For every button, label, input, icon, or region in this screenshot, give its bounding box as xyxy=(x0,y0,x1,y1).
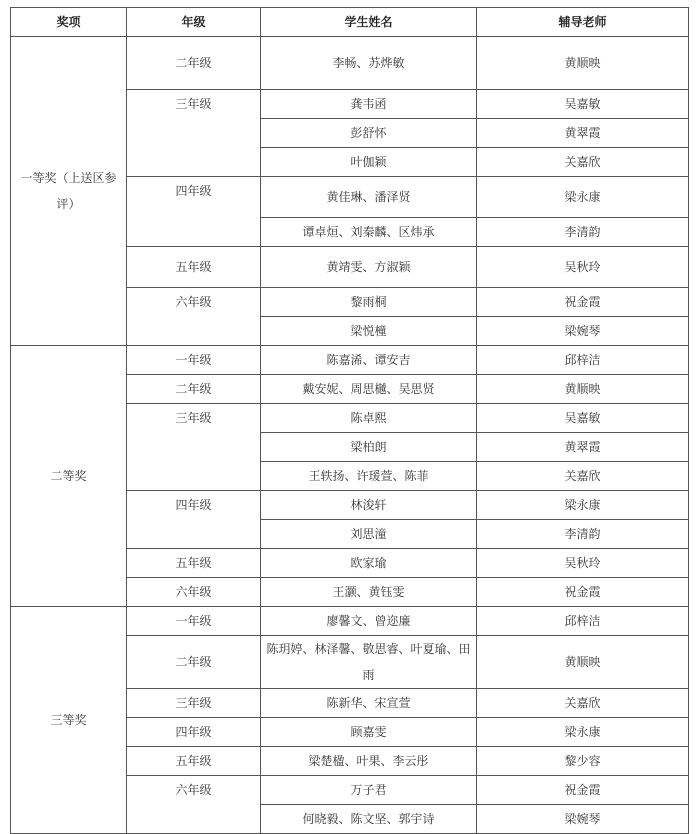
teacher-cell: 关嘉欣 xyxy=(477,689,689,718)
grade-cell: 二年级 xyxy=(127,636,261,689)
student-cell: 陈嘉浠、谭安吉 xyxy=(261,346,477,375)
teacher-cell: 吴秋玲 xyxy=(477,549,689,578)
award-cell-first: 一等奖（上送区参评） xyxy=(11,37,127,346)
student-cell: 王轶扬、许瑗萱、陈菲 xyxy=(261,462,477,491)
grade-cell: 四年级 xyxy=(127,177,261,247)
teacher-cell: 梁永康 xyxy=(477,177,689,218)
student-cell: 彭舒怀 xyxy=(261,119,477,148)
student-cell: 万子君 xyxy=(261,776,477,805)
student-cell: 李畅、苏烨敏 xyxy=(261,37,477,90)
grade-cell: 六年级 xyxy=(127,578,261,607)
student-cell: 刘思潼 xyxy=(261,520,477,549)
grade-cell: 五年级 xyxy=(127,549,261,578)
teacher-cell: 黄翠霞 xyxy=(477,433,689,462)
teacher-cell: 李清韵 xyxy=(477,218,689,247)
student-cell: 林浚轩 xyxy=(261,491,477,520)
header-grade: 年级 xyxy=(127,8,261,37)
header-row xyxy=(11,8,689,37)
grade-cell: 四年级 xyxy=(127,491,261,549)
student-cell: 王灏、黄钰雯 xyxy=(261,578,477,607)
grade-cell: 一年级 xyxy=(127,346,261,375)
teacher-cell: 黄翠霞 xyxy=(477,119,689,148)
student-cell: 戴安妮、周思樾、吴思贤 xyxy=(261,375,477,404)
grade-cell: 五年级 xyxy=(127,747,261,776)
grade-cell: 二年级 xyxy=(127,37,261,90)
teacher-cell: 黄顺映 xyxy=(477,375,689,404)
student-cell: 梁楚楹、叶果、李云彤 xyxy=(261,747,477,776)
award-table xyxy=(10,7,689,834)
teacher-cell: 吴秋玲 xyxy=(477,247,689,288)
student-cell: 陈玥婷、林泽馨、敬思睿、叶夏瑜、田雨 xyxy=(261,636,477,689)
grade-cell: 二年级 xyxy=(127,375,261,404)
teacher-cell: 祝金霞 xyxy=(477,578,689,607)
teacher-cell: 黎少容 xyxy=(477,747,689,776)
grade-cell: 六年级 xyxy=(127,776,261,834)
student-cell: 廖馨文、曾迩廉 xyxy=(261,607,477,636)
grade-cell: 三年级 xyxy=(127,689,261,718)
student-cell: 谭卓烜、刘秦麟、区炜承 xyxy=(261,218,477,247)
grade-cell: 三年级 xyxy=(127,90,261,177)
teacher-cell: 邱梓洁 xyxy=(477,607,689,636)
teacher-cell: 梁婉琴 xyxy=(477,317,689,346)
student-cell: 叶伽颖 xyxy=(261,148,477,177)
table-row xyxy=(11,607,689,636)
teacher-cell: 梁永康 xyxy=(477,491,689,520)
header-teacher: 辅导老师 xyxy=(477,8,689,37)
teacher-cell: 黄顺映 xyxy=(477,636,689,689)
header-student: 学生姓名 xyxy=(261,8,477,37)
teacher-cell: 邱梓洁 xyxy=(477,346,689,375)
grade-cell: 四年级 xyxy=(127,718,261,747)
teacher-cell: 祝金霞 xyxy=(477,776,689,805)
student-cell: 陈新华、宋宣萱 xyxy=(261,689,477,718)
teacher-cell: 梁永康 xyxy=(477,718,689,747)
teacher-cell: 祝金霞 xyxy=(477,288,689,317)
teacher-cell: 梁婉琴 xyxy=(477,805,689,834)
student-cell: 黄佳琳、潘泽贤 xyxy=(261,177,477,218)
table-row xyxy=(11,346,689,375)
table-row xyxy=(11,37,689,90)
grade-cell: 六年级 xyxy=(127,288,261,346)
teacher-cell: 李清韵 xyxy=(477,520,689,549)
grade-cell: 五年级 xyxy=(127,247,261,288)
student-cell: 梁悦橦 xyxy=(261,317,477,346)
student-cell: 黄靖雯、方淑颖 xyxy=(261,247,477,288)
teacher-cell: 黄顺映 xyxy=(477,37,689,90)
grade-cell: 三年级 xyxy=(127,404,261,491)
teacher-cell: 吴嘉敏 xyxy=(477,404,689,433)
teacher-cell: 关嘉欣 xyxy=(477,462,689,491)
student-cell: 黎雨桐 xyxy=(261,288,477,317)
student-cell: 陈卓熙 xyxy=(261,404,477,433)
award-cell-second: 二等奖 xyxy=(11,346,127,607)
student-cell: 顾嘉雯 xyxy=(261,718,477,747)
award-cell-third: 三等奖 xyxy=(11,607,127,834)
student-cell: 欧家瑜 xyxy=(261,549,477,578)
student-cell: 梁柏朗 xyxy=(261,433,477,462)
student-cell: 龚韦函 xyxy=(261,90,477,119)
header-award: 奖项 xyxy=(11,8,127,37)
grade-cell: 一年级 xyxy=(127,607,261,636)
teacher-cell: 吴嘉敏 xyxy=(477,90,689,119)
student-cell: 何晓毅、陈文坚、郭宇诗 xyxy=(261,805,477,834)
teacher-cell: 关嘉欣 xyxy=(477,148,689,177)
